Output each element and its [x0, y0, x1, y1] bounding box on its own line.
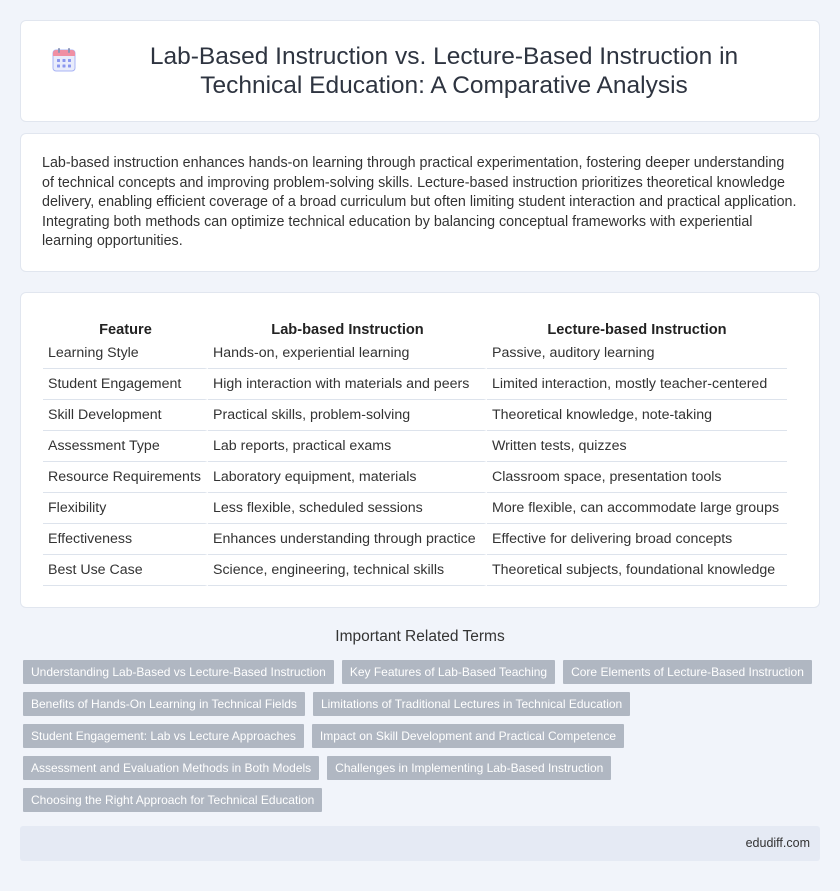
table-row: [43, 369, 787, 400]
page-title: Lab-Based Instruction vs. Lecture-Based Instruction in Technical Education: A Comparative Analysis: [149, 43, 739, 99]
table-cell: Practical skills, problem-solving: [208, 400, 487, 431]
table-cell: Passive, auditory learning: [487, 338, 787, 369]
table-cell: Less flexible, scheduled sessions: [208, 493, 487, 524]
table-cell: Classroom space, presentation tools: [487, 462, 787, 493]
table-row: [43, 338, 787, 369]
table-row: [43, 493, 787, 524]
table-row: [43, 462, 787, 493]
table-row: [43, 555, 787, 586]
related-terms-list: [23, 660, 823, 820]
header-card: [20, 20, 820, 122]
table-cell: Best Use Case: [43, 555, 208, 586]
related-term-tag[interactable]: Understanding Lab-Based vs Lecture-Based Instruction: [23, 660, 334, 684]
comparison-table: [43, 318, 787, 586]
related-term-tag[interactable]: Benefits of Hands-On Learning in Technical Fields: [23, 692, 305, 716]
table-cell: Student Engagement: [43, 369, 208, 400]
table-cell: Written tests, quizzes: [487, 431, 787, 462]
related-terms-row: [23, 788, 823, 812]
table-cell: Effective for delivering broad concepts: [487, 524, 787, 555]
related-term-tag[interactable]: Limitations of Traditional Lectures in Technical Education: [313, 692, 630, 716]
related-term-tag[interactable]: Student Engagement: Lab vs Lecture Approaches: [23, 724, 304, 748]
related-term-tag[interactable]: Assessment and Evaluation Methods in Both Models: [23, 756, 319, 780]
table-cell: More flexible, can accommodate large groups: [487, 493, 787, 524]
table-row: [43, 400, 787, 431]
table-cell: Flexibility: [43, 493, 208, 524]
related-terms-row: [23, 660, 823, 684]
related-terms-row: [23, 692, 823, 716]
related-terms-title: Important Related Terms: [335, 628, 505, 645]
table-cell: Assessment Type: [43, 431, 208, 462]
related-term-tag[interactable]: Core Elements of Lecture-Based Instruction: [563, 660, 812, 684]
related-term-tag[interactable]: Choosing the Right Approach for Technical Education: [23, 788, 322, 812]
related-terms-row: [23, 724, 823, 748]
table-header-row: [43, 318, 787, 338]
table-cell: Resource Requirements: [43, 462, 208, 493]
column-header-lab: Lab-based Instruction: [271, 322, 424, 338]
related-term-tag[interactable]: Key Features of Lab-Based Teaching: [342, 660, 555, 684]
table-cell: Lab reports, practical exams: [208, 431, 487, 462]
table-row: [43, 524, 787, 555]
table-cell: Laboratory equipment, materials: [208, 462, 487, 493]
column-header-feature: Feature: [99, 322, 152, 338]
footer: [20, 826, 820, 861]
related-term-tag[interactable]: Impact on Skill Development and Practical Competence: [312, 724, 624, 748]
comparison-table-card: [20, 292, 820, 608]
related-term-tag[interactable]: Challenges in Implementing Lab-Based Instruction: [327, 756, 611, 780]
table-row: [43, 431, 787, 462]
table-cell: Science, engineering, technical skills: [208, 555, 487, 586]
table-cell: Skill Development: [43, 400, 208, 431]
table-cell: Limited interaction, mostly teacher-centered: [487, 369, 787, 400]
table-cell: Hands-on, experiential learning: [208, 338, 487, 369]
summary-card: [20, 133, 820, 272]
table-cell: Enhances understanding through practice: [208, 524, 487, 555]
table-cell: Theoretical subjects, foundational knowledge: [487, 555, 787, 586]
footer-brand[interactable]: edudiff.com: [745, 836, 810, 850]
summary-text: Lab-based instruction enhances hands-on learning through practical experimentation, fostering deeper understanding of technical concepts and improving problem-solving skills. Lecture-based instruction prioritizes theoretical knowledge delivery, enabling efficient coverage of a broad curriculum but often limiting student interaction and practical application. Integrating both methods can optimize technical education by balancing conceptual frameworks with experiential learning opportunities.: [42, 155, 797, 250]
related-terms-row: [23, 756, 823, 780]
table-cell: Learning Style: [43, 338, 208, 369]
table-cell: Theoretical knowledge, note-taking: [487, 400, 787, 431]
calendar-icon: [51, 47, 77, 73]
table-cell: High interaction with materials and peers: [208, 369, 487, 400]
table-cell: Effectiveness: [43, 524, 208, 555]
column-header-lecture: Lecture-based Instruction: [547, 322, 727, 338]
